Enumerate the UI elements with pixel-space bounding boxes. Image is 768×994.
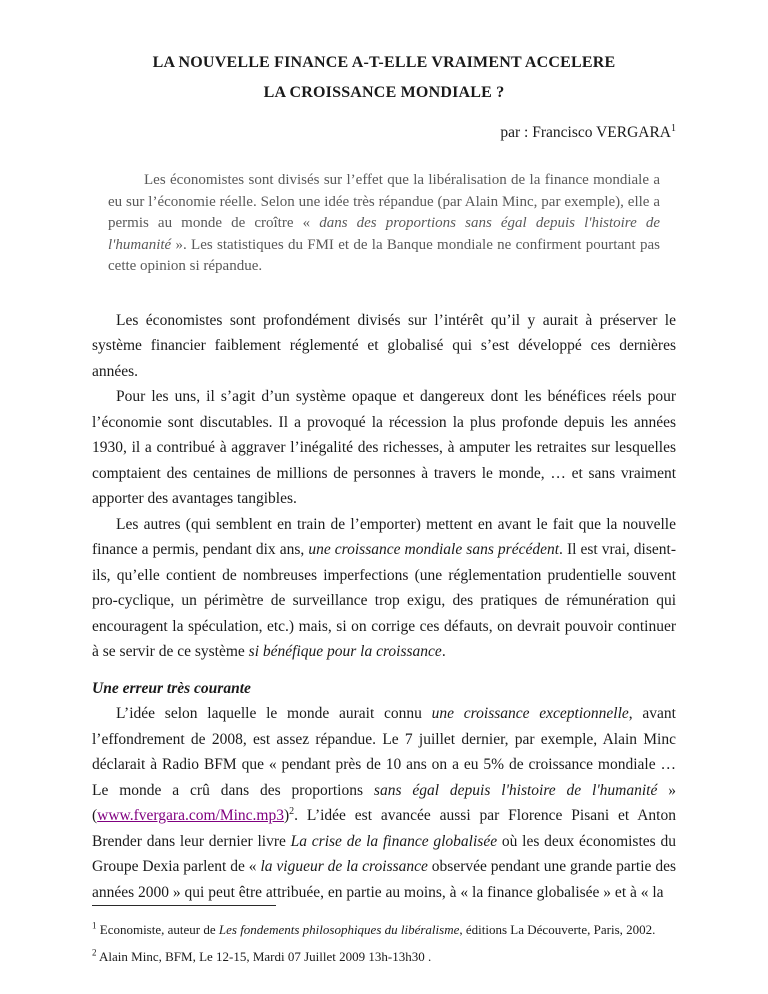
footnote [92, 916, 676, 943]
text-run: Alain Minc, BFM, Le 12-15, Mardi 07 Juillet 2009 13h-13h30 . [96, 949, 432, 964]
section-heading [92, 676, 676, 702]
text-run: Les économistes sont profondément divisés sur l’intérêt qu’il y aurait à préserver le système financier faiblement réglementé et globalisé qui s’est développé ces dernières années. [92, 311, 676, 380]
abstract [108, 170, 660, 278]
footnotes-section [92, 905, 676, 970]
text-run: ». Les statistiques du FMI et de la Banque mondiale ne confirment pourtant pas cette opinion si répandue. [108, 236, 660, 274]
text-run: Les économistes sont divisés sur l’effet que la libéralisation de la finance mondiale a eu sur l’économie réelle. Selon une idée très répandue (par Alain Minc, par exemple), elle a permis au monde de croître « [108, 172, 660, 231]
paragraph [92, 512, 676, 665]
text-run: dans des proportions sans égal depuis l'histoire de l'humanité [108, 215, 660, 253]
footnote-marker: 2 [92, 947, 97, 958]
title-line-1: LA NOUVELLE FINANCE A-T-ELLE VRAIMENT ACCELERE [152, 54, 616, 71]
body-paragraphs [92, 308, 676, 906]
title-line-2: LA CROISSANCE MONDIALE ? [263, 84, 505, 101]
text-run: par : Francisco VERGARA [500, 124, 671, 141]
text-run: ) [283, 807, 290, 824]
text-run: Pour les uns, il s’agit d’un système opaque et dangereux dont les bénéfices réels pour l’économie sont discutables. Il a provoqué la récession la plus profonde depuis les années 1930, il a contribué à aggraver l’inégalité des richesses, à amputer les retraites sur lesquelles comptaient des centaines de millions de personnes à travers le monde, … et sans vraiment apporter des avantages tangibles. [92, 388, 676, 507]
text-run: , avant l’effondrement de 2008, est assez répandue. Le 7 juillet dernier, par exemple, Alain Minc déclarait à Radio BFM que « pendant près de 10 ans on a eu 5% de croissance mondiale … Le monde a crû dans des proportions [92, 705, 676, 799]
text-run: . Il est vrai, disent-ils, qu’elle contient de nombreuses imperfections (une réglementation prudentielle souvent pro-cyclique, un périmètre de surveillance trop exigu, des pratiques de rémunération qui encouragent la spéculation, etc.) mais, si on corrige ces défauts, on devrait pouvoir continuer à se servir de ce système [92, 541, 676, 660]
text-run: Les autres (qui semblent en train de l’emporter) mettent en avant le fait que la nouvelle finance a permis, pendant dix ans, [92, 515, 676, 558]
minc-mp3-link[interactable]: www.fvergara.com/Minc.mp3 [97, 807, 284, 824]
text-run: si bénéfique pour la croissance [248, 643, 442, 660]
footnote-list [92, 916, 676, 970]
text-run: une croissance mondiale sans précédent [308, 541, 560, 558]
text-run: une croissance exceptionnelle [431, 705, 629, 722]
text-run: Les fondements philosophiques du libéralisme [218, 922, 460, 937]
text-run: . L’idée est avancée aussi par Florence Pisani et Anton Brender dans leur dernier livre [92, 807, 676, 850]
text-run: Une erreur très courante [92, 679, 251, 697]
text-run: la vigueur de la croissance [260, 858, 428, 875]
text-run: où les deux économistes du Groupe Dexia parlent de « [92, 832, 676, 875]
text-run: La crise de la finance globalisée [290, 832, 498, 850]
text-run: L’idée selon laquelle le monde aurait connu [116, 705, 432, 722]
paragraph [92, 384, 676, 512]
text-run: sans égal depuis l'histoire de l'humanité [373, 781, 658, 799]
byline [92, 122, 676, 144]
paragraph [92, 701, 676, 905]
footnote-separator [92, 905, 276, 906]
text-run: Economiste, auteur de [96, 922, 219, 937]
text-run: » ( [92, 781, 677, 824]
paragraph [92, 308, 676, 385]
text-run: , éditions La Découverte, Paris, 2002. [459, 922, 656, 937]
footnote-marker: 1 [92, 920, 97, 931]
text-run: observée pendant une grande partie des années 2000 » qui peut être attribuée, en partie au moins, à « la finance globalisée » et à « la [92, 858, 676, 901]
document-title [92, 48, 676, 108]
footnote [92, 943, 676, 970]
footnote-ref: 2 [289, 805, 295, 817]
footnote-ref: 1 [671, 122, 676, 134]
text-run: . [441, 643, 446, 660]
